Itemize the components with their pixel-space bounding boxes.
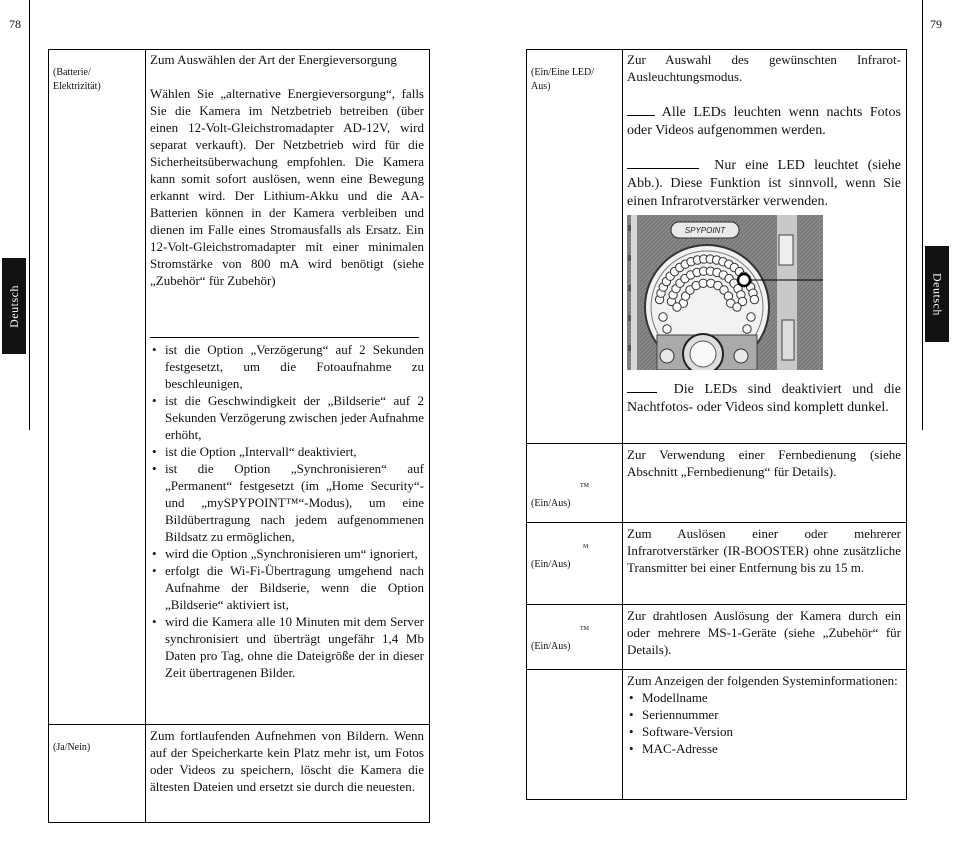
power-description	[150, 51, 424, 289]
led-icon	[743, 325, 751, 333]
page-number-left: 78	[9, 17, 21, 31]
option-name-blank	[627, 156, 699, 169]
row-label-overwrite: (Ja/Nein)	[53, 742, 91, 753]
row-label-ir-booster: (Ein/Aus)	[531, 559, 571, 570]
language-tab-label: Deutsch	[930, 272, 945, 316]
trademark-mark: M	[583, 544, 589, 550]
language-tab-left	[2, 258, 26, 354]
overwrite-description: Zum fortlaufenden Aufnehmen von Bildern. Wenn auf der Speicherkarte kein Platz mehr ist, um Fotos oder Videos zu speichern, löscht die Kamera die ältesten Dateien und ersetzt sie durch die neuesten.	[150, 728, 424, 794]
sensor-window-right	[734, 349, 748, 363]
power-title: Zum Auswählen der Art der Energieversorgung	[150, 52, 397, 67]
row-label-remote: (Ein/Aus)	[531, 498, 571, 509]
camera-led-figure	[627, 215, 823, 370]
led-icon	[747, 313, 755, 321]
bullet-item: • ist die Option „Synchronisieren“ auf „Permanent“ festgesetzt (im „Home Security“- und „mySPYPOINT™“-Modus), um eine Bildübertragung nach jedem aufgenommenen Bildsatz zu ermöglichen,	[150, 460, 424, 545]
table-row-divider	[526, 669, 907, 670]
language-tab-label: Deutsch	[6, 284, 21, 328]
list-item: • Seriennummer	[627, 706, 901, 723]
table-row-divider	[526, 443, 907, 444]
right-margin-rule	[922, 0, 923, 430]
language-tab-right	[925, 246, 949, 342]
trademark-mark: TM	[580, 483, 589, 489]
remote-description: Zur Verwendung einer Fernbedienung (siehe Abschnitt „Fernbedienung“ für Details).	[627, 447, 901, 479]
list-item: • Modellname	[627, 689, 901, 706]
table-row-divider	[526, 604, 907, 605]
subheading-rule	[150, 337, 419, 338]
power-body: Wählen Sie „alternative Energieversorgung“, falls Sie die Kamera im Netzbetrieb betreiben (über einen 12-Volt-Gleichstromadapter AD-12V, wird separat verkauft). Der Netzbetrieb wird für die Sicherheitsüberwachung empfohlen. Die Kamera kann somit sofort auslösen, wenn eine Bewegung erkannt wird. Der Lithium-Akku und die AA-Batterien können in der Kamera verbleiben und dienen im Falle eines Stromausfalls als Ersatz. Ein 12-Volt-Gleichstromadapter mit einer minimalen Stromstärke von 800 mA wird benötigt (siehe „Zubehör“ für Zubehör)	[150, 86, 424, 288]
led-icon	[663, 325, 671, 333]
ir-led-title: Zur Auswahl des gewünschten Infrarot-Ausleuchtungsmodus.	[627, 52, 901, 84]
ir-booster-description: Zum Auslösen einer oder mehrerer Infrarotverstärker (IR-BOOSTER) ohne zusätzliche Transmitter bei einer Entfernung bis zu 15 m.	[627, 526, 901, 575]
led-icon	[750, 295, 758, 303]
led-icon	[659, 313, 667, 321]
system-info-title: Zum Anzeigen der folgenden Systeminformationen:	[627, 673, 898, 688]
system-info-description	[627, 672, 901, 757]
led-icon	[733, 303, 741, 311]
sensor-window-left	[660, 349, 674, 363]
option-name-blank	[627, 380, 657, 393]
spypoint-logo: SPYPOINT	[684, 226, 726, 235]
single-led-highlight	[738, 274, 750, 286]
camera-left-rail	[631, 215, 637, 370]
bullet-item: • erfolgt die Wi-Fi-Übertragung umgehend nach Aufnahme der Bildserie, wenn die Option „Bildserie“ aktiviert ist,	[150, 562, 424, 613]
list-item: • MAC-Adresse	[627, 740, 901, 757]
row-label-ms1: (Ein/Aus)	[531, 641, 571, 652]
ir-led-option-all-text: Alle LEDs leuchten wenn nachts Fotos oder Videos aufgenommen werden.	[627, 105, 901, 138]
ir-led-option-all	[627, 103, 901, 140]
led-icon	[673, 303, 681, 311]
page-number-right: 79	[930, 17, 942, 31]
table-row-divider	[48, 724, 430, 725]
list-item: • Software-Version	[627, 723, 901, 740]
trademark-mark: TM	[580, 626, 589, 632]
bullet-item: • wird die Kamera alle 10 Minuten mit dem Server synchronisiert und überträgt ungefähr 1,4 Mb Daten pro Tag, ohne die Dateigröße der in dieser Zeit übertragenen Bilder.	[150, 613, 424, 681]
bullet-item: • ist die Option „Verzögerung“ auf 2 Sekunden festgesetzt, um die Fotoaufnahme zu beschleunigen,	[150, 341, 424, 392]
ir-led-option-off	[627, 380, 901, 417]
table-row-divider	[526, 522, 907, 523]
bullet-item: • ist die Option „Intervall“ deaktiviert,	[150, 443, 424, 460]
ir-led-option-one-text: Nur eine LED leuchtet (siehe Abb.). Diese Funktion ist sinnvoll, wenn Sie einen Infrarotverstärker verwenden.	[627, 158, 902, 209]
bullet-item: • ist die Geschwindigkeit der „Bildserie“ auf 2 Sekunden Verzögerung zwischen jeder Aufnahme erhöht,	[150, 392, 424, 443]
ir-led-option-one	[627, 156, 901, 211]
left-margin-rule	[29, 0, 30, 430]
bullet-item: • wird die Option „Synchronisieren um“ ignoriert,	[150, 545, 424, 562]
table-column-divider	[622, 49, 623, 800]
row-label-ir-led: (Ein/Eine LED/ Aus)	[531, 67, 595, 92]
power-bullets	[150, 341, 424, 681]
option-name-blank	[627, 103, 655, 116]
ir-led-option-off-text: Die LEDs sind deaktiviert und die Nachtfotos- oder Videos sind komplett dunkel.	[627, 382, 901, 415]
ms1-description: Zur drahtlosen Auslösung der Kamera durch ein oder mehrere MS-1-Geräte (siehe „Zubehör“ für Details).	[627, 608, 901, 657]
table-column-divider	[145, 49, 146, 823]
row-label-power: (Batterie/ Elektrizität)	[53, 67, 101, 92]
